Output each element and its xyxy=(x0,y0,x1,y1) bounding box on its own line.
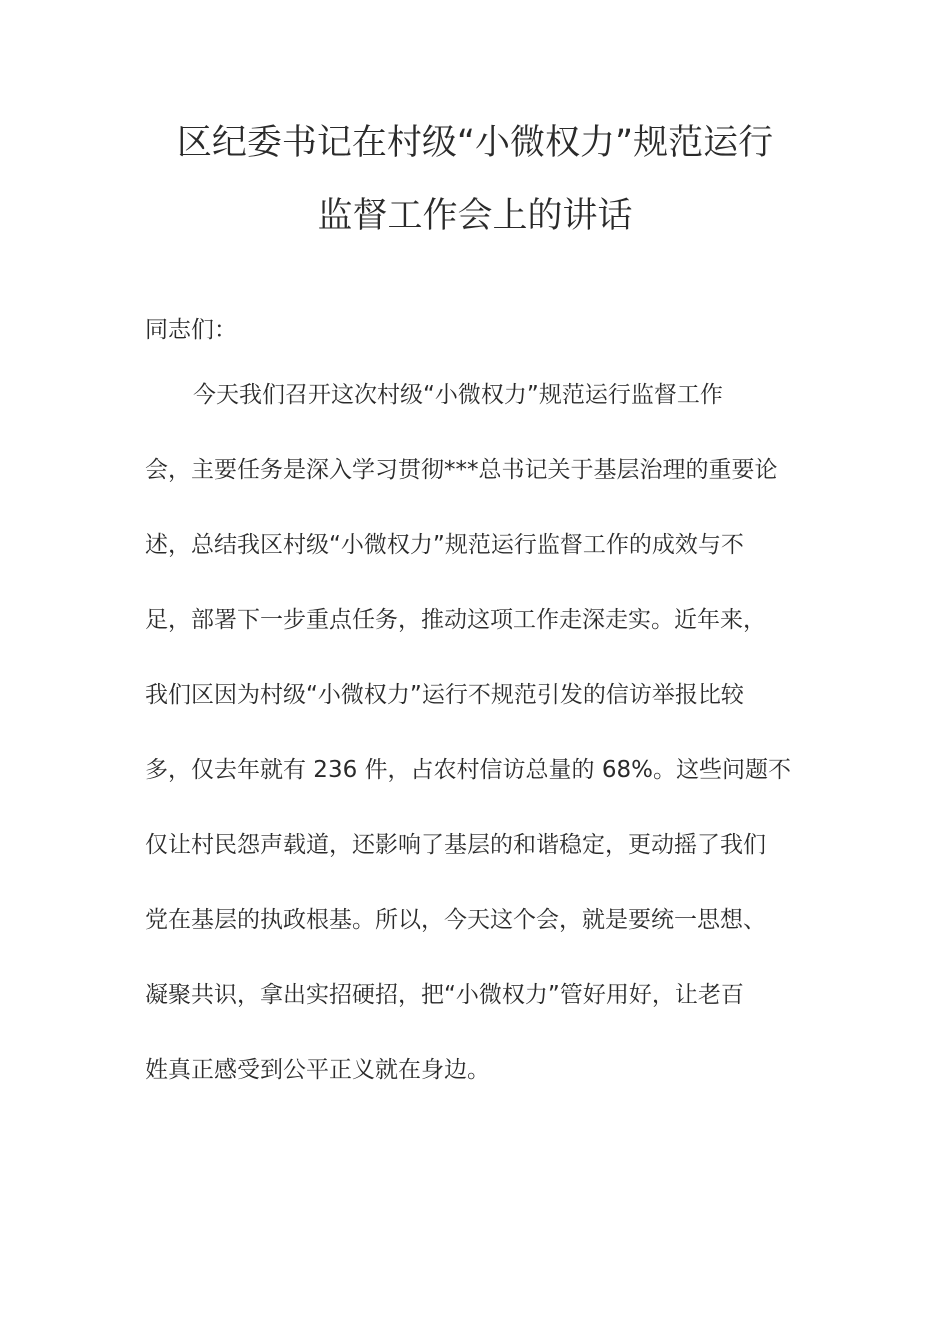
document-title-line-2: 监督工作会上的讲话 xyxy=(317,196,633,236)
body-line: 足，部署下一步重点任务，推动这项工作走深走实。近年来， xyxy=(145,607,766,633)
body-line: 述，总结我区村级“小微权力”规范运行监督工作的成效与不 xyxy=(145,532,744,558)
body-line: 多，仅去年就有 236 件，占农村信访总量的 68%。这些问题不 xyxy=(145,757,791,783)
body-line: 党在基层的执政根基。所以，今天这个会，就是要统一思想、 xyxy=(145,907,766,933)
body-line: 会，主要任务是深入学习贯彻***总书记关于基层治理的重要论 xyxy=(145,457,778,483)
body-line: 姓真正感受到公平正义就在身边。 xyxy=(145,1057,490,1083)
body-line: 凝聚共识，拿出实招硬招，把“小微权力”管好用好，让老百 xyxy=(145,982,744,1008)
body-line: 我们区因为村级“小微权力”运行不规范引发的信访举报比较 xyxy=(145,682,744,708)
body-line: 今天我们召开这次村级“小微权力”规范运行监督工作 xyxy=(193,382,723,408)
salutation: 同志们： xyxy=(145,317,237,343)
body-line: 仅让村民怨声载道，还影响了基层的和谐稳定，更动摇了我们 xyxy=(145,832,766,858)
document-title-line-1: 区纪委书记在村级“小微权力”规范运行 xyxy=(176,123,774,163)
